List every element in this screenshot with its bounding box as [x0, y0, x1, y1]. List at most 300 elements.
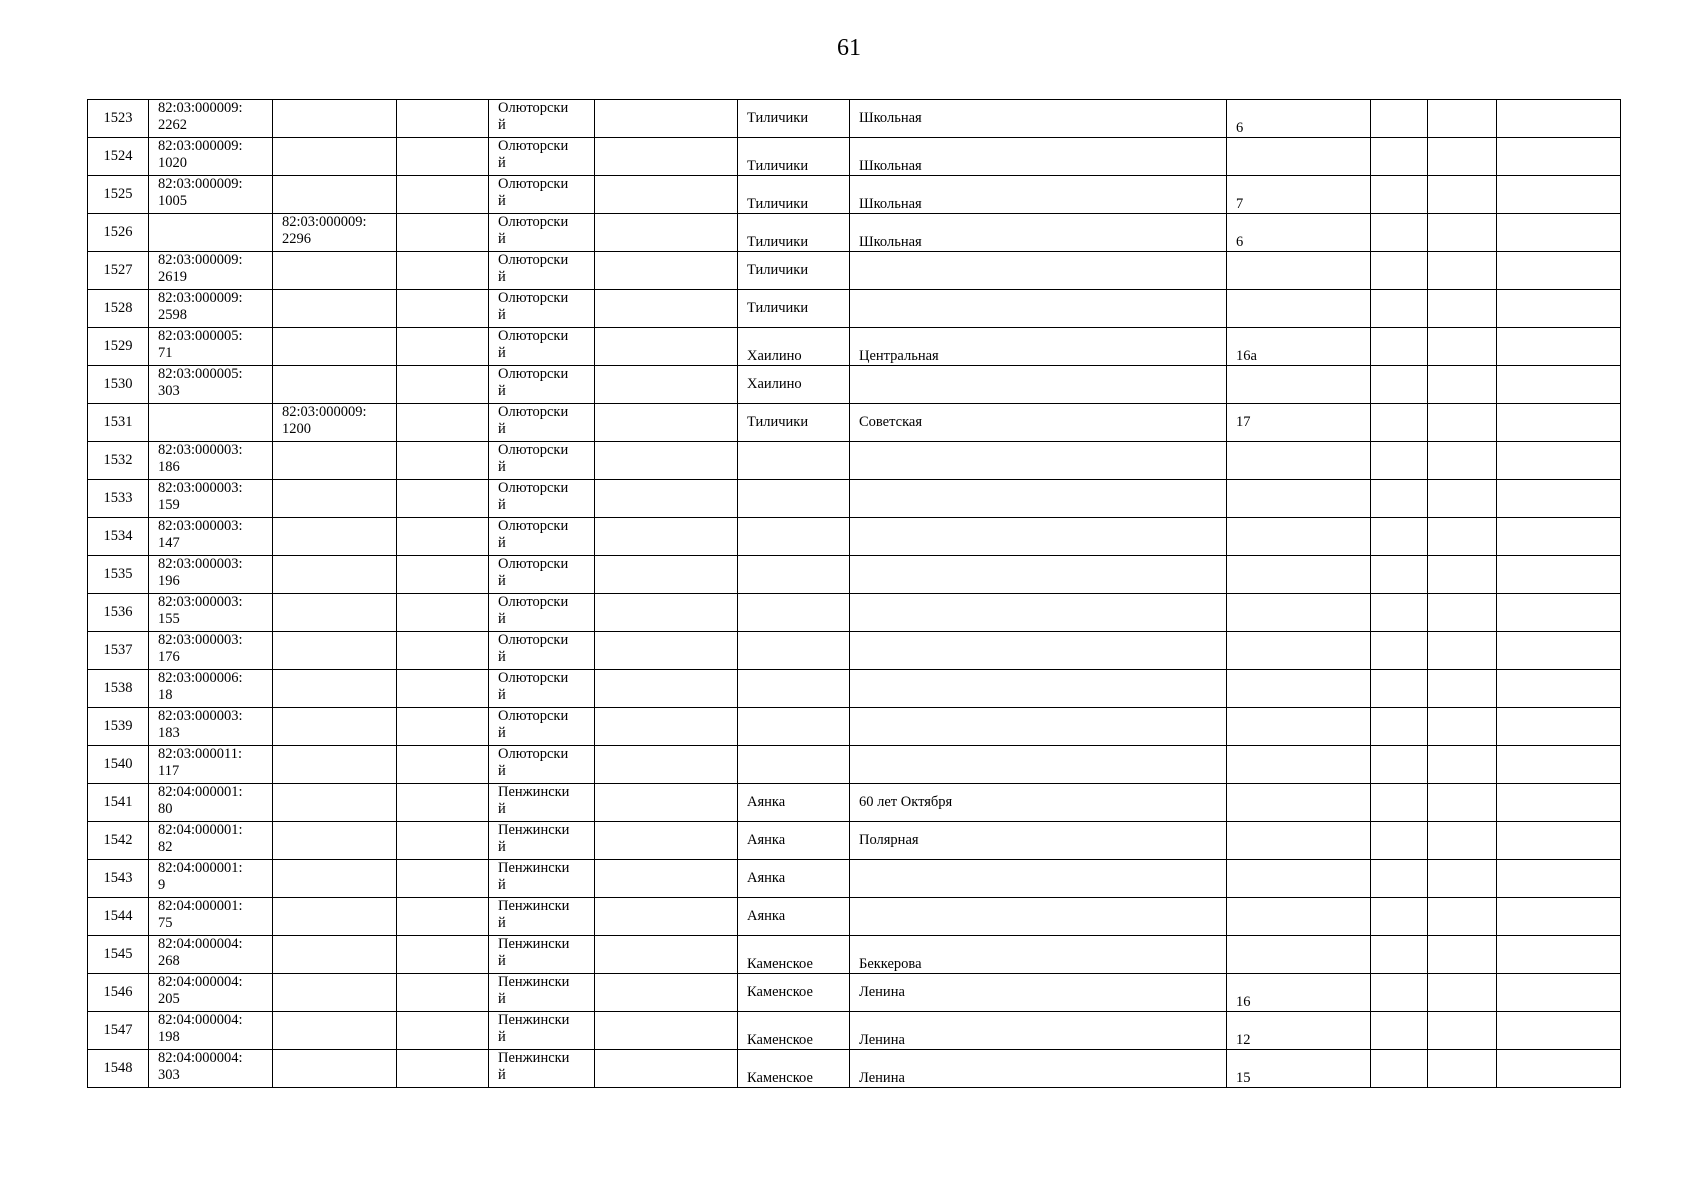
empty-cell — [1428, 860, 1497, 898]
empty-cell — [1371, 138, 1428, 176]
empty-cell — [595, 404, 738, 442]
table-row — [88, 176, 1621, 214]
empty-cell — [595, 556, 738, 594]
empty-cell — [397, 974, 489, 1012]
empty-cell — [397, 328, 489, 366]
empty-cell — [1497, 1012, 1621, 1050]
empty-cell — [1371, 404, 1428, 442]
cadastral-number-alt — [273, 138, 397, 176]
empty-cell — [1497, 366, 1621, 404]
empty-cell — [1497, 746, 1621, 784]
cadastral-number: 82:04:000004: 205 — [149, 974, 273, 1012]
empty-cell — [595, 518, 738, 556]
cadastral-number-alt — [273, 936, 397, 974]
cadastral-number-alt — [273, 100, 397, 138]
settlement: Аянка — [738, 822, 850, 860]
empty-cell — [1497, 860, 1621, 898]
table-row — [88, 632, 1621, 670]
district: Пенжински й — [489, 1012, 595, 1050]
empty-cell — [595, 480, 738, 518]
empty-cell — [1428, 594, 1497, 632]
empty-cell — [1497, 328, 1621, 366]
settlement — [738, 594, 850, 632]
settlement: Хаилино — [738, 366, 850, 404]
empty-cell — [397, 1012, 489, 1050]
settlement — [738, 746, 850, 784]
row-number: 1535 — [88, 556, 149, 594]
row-number: 1533 — [88, 480, 149, 518]
street — [850, 860, 1227, 898]
house-number — [1227, 290, 1371, 328]
street: Советская — [850, 404, 1227, 442]
empty-cell — [1371, 936, 1428, 974]
district: Олюторски й — [489, 480, 595, 518]
empty-cell — [1428, 632, 1497, 670]
street: 60 лет Октября — [850, 784, 1227, 822]
street: Школьная — [850, 214, 1227, 252]
cadastral-number-alt — [273, 556, 397, 594]
cadastral-number: 82:04:000001: 75 — [149, 898, 273, 936]
empty-cell — [1497, 556, 1621, 594]
table-row — [88, 480, 1621, 518]
street — [850, 518, 1227, 556]
empty-cell — [397, 822, 489, 860]
empty-cell — [397, 518, 489, 556]
empty-cell — [1428, 556, 1497, 594]
cadastral-number-alt — [273, 328, 397, 366]
house-number — [1227, 252, 1371, 290]
empty-cell — [595, 366, 738, 404]
empty-cell — [1371, 746, 1428, 784]
cadastral-number: 82:03:000009: 2598 — [149, 290, 273, 328]
empty-cell — [1497, 518, 1621, 556]
house-number — [1227, 366, 1371, 404]
cadastral-number: 82:04:000001: 80 — [149, 784, 273, 822]
cadastral-number: 82:03:000009: 1020 — [149, 138, 273, 176]
cadastral-number-alt — [273, 784, 397, 822]
empty-cell — [1428, 214, 1497, 252]
empty-cell — [397, 708, 489, 746]
row-number: 1540 — [88, 746, 149, 784]
district: Пенжински й — [489, 860, 595, 898]
empty-cell — [595, 442, 738, 480]
table-row — [88, 746, 1621, 784]
house-number: 17 — [1227, 404, 1371, 442]
empty-cell — [1371, 290, 1428, 328]
settlement: Тиличики — [738, 176, 850, 214]
empty-cell — [1371, 632, 1428, 670]
district: Олюторски й — [489, 176, 595, 214]
empty-cell — [1371, 556, 1428, 594]
table-row — [88, 252, 1621, 290]
empty-cell — [595, 746, 738, 784]
registry-body — [88, 100, 1621, 1088]
table-row — [88, 974, 1621, 1012]
empty-cell — [397, 442, 489, 480]
district: Олюторски й — [489, 556, 595, 594]
empty-cell — [1428, 1050, 1497, 1088]
empty-cell — [595, 898, 738, 936]
cadastral-number-alt — [273, 480, 397, 518]
empty-cell — [1371, 252, 1428, 290]
empty-cell — [1371, 822, 1428, 860]
cadastral-number — [149, 404, 273, 442]
cadastral-number-alt — [273, 632, 397, 670]
empty-cell — [595, 1012, 738, 1050]
settlement — [738, 556, 850, 594]
table-row — [88, 936, 1621, 974]
cadastral-number-alt — [273, 366, 397, 404]
empty-cell — [1428, 784, 1497, 822]
cadastral-number-alt — [273, 860, 397, 898]
table-row — [88, 290, 1621, 328]
settlement: Тиличики — [738, 100, 850, 138]
settlement: Каменское — [738, 936, 850, 974]
row-number: 1527 — [88, 252, 149, 290]
row-number: 1525 — [88, 176, 149, 214]
house-number — [1227, 708, 1371, 746]
street — [850, 252, 1227, 290]
table-row — [88, 214, 1621, 252]
row-number: 1530 — [88, 366, 149, 404]
row-number: 1542 — [88, 822, 149, 860]
table-row — [88, 442, 1621, 480]
empty-cell — [1497, 784, 1621, 822]
street — [850, 366, 1227, 404]
house-number: 16 — [1227, 974, 1371, 1012]
empty-cell — [1428, 480, 1497, 518]
settlement: Аянка — [738, 860, 850, 898]
table-row — [88, 366, 1621, 404]
cadastral-number-alt — [273, 708, 397, 746]
row-number: 1534 — [88, 518, 149, 556]
empty-cell — [1428, 252, 1497, 290]
row-number: 1543 — [88, 860, 149, 898]
table-row — [88, 898, 1621, 936]
street: Полярная — [850, 822, 1227, 860]
empty-cell — [1371, 1012, 1428, 1050]
empty-cell — [397, 366, 489, 404]
district: Олюторски й — [489, 708, 595, 746]
house-number: 12 — [1227, 1012, 1371, 1050]
cadastral-number-alt — [273, 746, 397, 784]
district: Пенжински й — [489, 936, 595, 974]
settlement: Каменское — [738, 974, 850, 1012]
empty-cell — [595, 214, 738, 252]
empty-cell — [397, 556, 489, 594]
empty-cell — [397, 898, 489, 936]
street — [850, 556, 1227, 594]
street — [850, 632, 1227, 670]
empty-cell — [1371, 1050, 1428, 1088]
empty-cell — [1428, 670, 1497, 708]
empty-cell — [1497, 138, 1621, 176]
settlement — [738, 632, 850, 670]
row-number: 1532 — [88, 442, 149, 480]
empty-cell — [397, 860, 489, 898]
district: Пенжински й — [489, 784, 595, 822]
street — [850, 290, 1227, 328]
page-number: 61 — [837, 35, 861, 61]
row-number: 1536 — [88, 594, 149, 632]
street: Школьная — [850, 100, 1227, 138]
cadastral-number: 82:03:000003: 196 — [149, 556, 273, 594]
cadastral-number-alt — [273, 518, 397, 556]
empty-cell — [1497, 670, 1621, 708]
street — [850, 898, 1227, 936]
district: Олюторски й — [489, 328, 595, 366]
empty-cell — [397, 632, 489, 670]
cadastral-number: 82:03:000003: 155 — [149, 594, 273, 632]
empty-cell — [1428, 936, 1497, 974]
settlement: Каменское — [738, 1050, 850, 1088]
table-row — [88, 518, 1621, 556]
district: Олюторски й — [489, 442, 595, 480]
district: Олюторски й — [489, 366, 595, 404]
empty-cell — [1428, 518, 1497, 556]
empty-cell — [1428, 708, 1497, 746]
empty-cell — [397, 176, 489, 214]
settlement: Аянка — [738, 898, 850, 936]
cadastral-number: 82:03:000003: 183 — [149, 708, 273, 746]
settlement — [738, 708, 850, 746]
settlement: Тиличики — [738, 214, 850, 252]
table-row — [88, 556, 1621, 594]
empty-cell — [595, 328, 738, 366]
table-row — [88, 1050, 1621, 1088]
cadastral-number: 82:03:000011: 117 — [149, 746, 273, 784]
district: Олюторски й — [489, 594, 595, 632]
empty-cell — [397, 480, 489, 518]
row-number: 1528 — [88, 290, 149, 328]
cadastral-number-alt — [273, 290, 397, 328]
empty-cell — [1497, 442, 1621, 480]
cadastral-number: 82:03:000009: 1005 — [149, 176, 273, 214]
cadastral-number-alt — [273, 252, 397, 290]
empty-cell — [1428, 974, 1497, 1012]
empty-cell — [397, 252, 489, 290]
empty-cell — [595, 860, 738, 898]
row-number: 1531 — [88, 404, 149, 442]
row-number: 1544 — [88, 898, 149, 936]
empty-cell — [595, 974, 738, 1012]
empty-cell — [397, 138, 489, 176]
empty-cell — [1497, 632, 1621, 670]
empty-cell — [397, 784, 489, 822]
empty-cell — [1428, 366, 1497, 404]
empty-cell — [397, 746, 489, 784]
cadastral-number: 82:03:000009: 2262 — [149, 100, 273, 138]
settlement: Тиличики — [738, 252, 850, 290]
empty-cell — [1371, 860, 1428, 898]
empty-cell — [397, 214, 489, 252]
empty-cell — [1371, 442, 1428, 480]
table-row — [88, 670, 1621, 708]
street: Ленина — [850, 974, 1227, 1012]
empty-cell — [1371, 214, 1428, 252]
row-number: 1547 — [88, 1012, 149, 1050]
cadastral-number: 82:03:000005: 71 — [149, 328, 273, 366]
empty-cell — [595, 100, 738, 138]
empty-cell — [397, 290, 489, 328]
district: Пенжински й — [489, 974, 595, 1012]
cadastral-number-alt — [273, 974, 397, 1012]
house-number — [1227, 670, 1371, 708]
empty-cell — [1371, 518, 1428, 556]
house-number — [1227, 822, 1371, 860]
cadastral-number-alt — [273, 442, 397, 480]
settlement: Тиличики — [738, 290, 850, 328]
cadastral-number-alt — [273, 822, 397, 860]
district: Олюторски й — [489, 252, 595, 290]
empty-cell — [595, 822, 738, 860]
empty-cell — [1497, 252, 1621, 290]
house-number — [1227, 784, 1371, 822]
row-number: 1529 — [88, 328, 149, 366]
street — [850, 480, 1227, 518]
row-number: 1541 — [88, 784, 149, 822]
cadastral-number-alt — [273, 1050, 397, 1088]
table-row — [88, 594, 1621, 632]
empty-cell — [1371, 176, 1428, 214]
empty-cell — [397, 670, 489, 708]
district: Олюторски й — [489, 138, 595, 176]
district: Олюторски й — [489, 518, 595, 556]
row-number: 1546 — [88, 974, 149, 1012]
table-row — [88, 708, 1621, 746]
district: Пенжински й — [489, 822, 595, 860]
house-number: 7 — [1227, 176, 1371, 214]
settlement — [738, 442, 850, 480]
empty-cell — [1371, 594, 1428, 632]
cadastral-number: 82:03:000006: 18 — [149, 670, 273, 708]
empty-cell — [1428, 404, 1497, 442]
empty-cell — [1371, 708, 1428, 746]
row-number: 1526 — [88, 214, 149, 252]
house-number — [1227, 746, 1371, 784]
table-row — [88, 404, 1621, 442]
empty-cell — [1497, 974, 1621, 1012]
house-number — [1227, 518, 1371, 556]
cadastral-number-alt: 82:03:000009: 2296 — [273, 214, 397, 252]
empty-cell — [595, 176, 738, 214]
street — [850, 746, 1227, 784]
cadastral-number-alt — [273, 594, 397, 632]
empty-cell — [1497, 708, 1621, 746]
house-number: 6 — [1227, 214, 1371, 252]
table-row — [88, 138, 1621, 176]
table-row — [88, 100, 1621, 138]
empty-cell — [1428, 138, 1497, 176]
empty-cell — [1371, 328, 1428, 366]
row-number: 1524 — [88, 138, 149, 176]
empty-cell — [1371, 974, 1428, 1012]
empty-cell — [1371, 480, 1428, 518]
street: Центральная — [850, 328, 1227, 366]
empty-cell — [595, 670, 738, 708]
district: Пенжински й — [489, 1050, 595, 1088]
empty-cell — [595, 138, 738, 176]
row-number: 1548 — [88, 1050, 149, 1088]
table-row — [88, 1012, 1621, 1050]
street — [850, 708, 1227, 746]
empty-cell — [595, 594, 738, 632]
empty-cell — [1428, 328, 1497, 366]
empty-cell — [1428, 822, 1497, 860]
empty-cell — [1497, 290, 1621, 328]
house-number — [1227, 556, 1371, 594]
settlement — [738, 670, 850, 708]
cadastral-number-alt — [273, 898, 397, 936]
street: Ленина — [850, 1012, 1227, 1050]
empty-cell — [1371, 366, 1428, 404]
empty-cell — [595, 1050, 738, 1088]
empty-cell — [1497, 214, 1621, 252]
district: Пенжински й — [489, 898, 595, 936]
cadastral-number: 82:03:000009: 2619 — [149, 252, 273, 290]
empty-cell — [1497, 594, 1621, 632]
house-number — [1227, 442, 1371, 480]
street — [850, 594, 1227, 632]
house-number: 15 — [1227, 1050, 1371, 1088]
empty-cell — [1497, 898, 1621, 936]
empty-cell — [595, 290, 738, 328]
settlement: Тиличики — [738, 138, 850, 176]
registry-table — [87, 99, 1621, 1088]
street — [850, 442, 1227, 480]
house-number — [1227, 138, 1371, 176]
district: Олюторски й — [489, 632, 595, 670]
empty-cell — [595, 708, 738, 746]
empty-cell — [1428, 898, 1497, 936]
cadastral-number: 82:04:000001: 9 — [149, 860, 273, 898]
empty-cell — [595, 252, 738, 290]
empty-cell — [1371, 898, 1428, 936]
row-number: 1545 — [88, 936, 149, 974]
empty-cell — [1497, 404, 1621, 442]
empty-cell — [1371, 784, 1428, 822]
empty-cell — [595, 784, 738, 822]
house-number: 6 — [1227, 100, 1371, 138]
cadastral-number: 82:04:000004: 198 — [149, 1012, 273, 1050]
empty-cell — [1428, 746, 1497, 784]
house-number: 16а — [1227, 328, 1371, 366]
empty-cell — [397, 1050, 489, 1088]
settlement: Каменское — [738, 1012, 850, 1050]
empty-cell — [1497, 936, 1621, 974]
empty-cell — [1371, 100, 1428, 138]
empty-cell — [397, 100, 489, 138]
settlement: Аянка — [738, 784, 850, 822]
district: Олюторски й — [489, 670, 595, 708]
settlement: Тиличики — [738, 404, 850, 442]
district: Олюторски й — [489, 746, 595, 784]
cadastral-number: 82:03:000003: 147 — [149, 518, 273, 556]
street — [850, 670, 1227, 708]
table-row — [88, 784, 1621, 822]
house-number — [1227, 480, 1371, 518]
settlement — [738, 518, 850, 556]
cadastral-number: 82:03:000005: 303 — [149, 366, 273, 404]
cadastral-number: 82:03:000003: 176 — [149, 632, 273, 670]
cadastral-number — [149, 214, 273, 252]
house-number — [1227, 898, 1371, 936]
cadastral-number: 82:03:000003: 159 — [149, 480, 273, 518]
street: Школьная — [850, 176, 1227, 214]
row-number: 1538 — [88, 670, 149, 708]
empty-cell — [1428, 100, 1497, 138]
empty-cell — [397, 404, 489, 442]
